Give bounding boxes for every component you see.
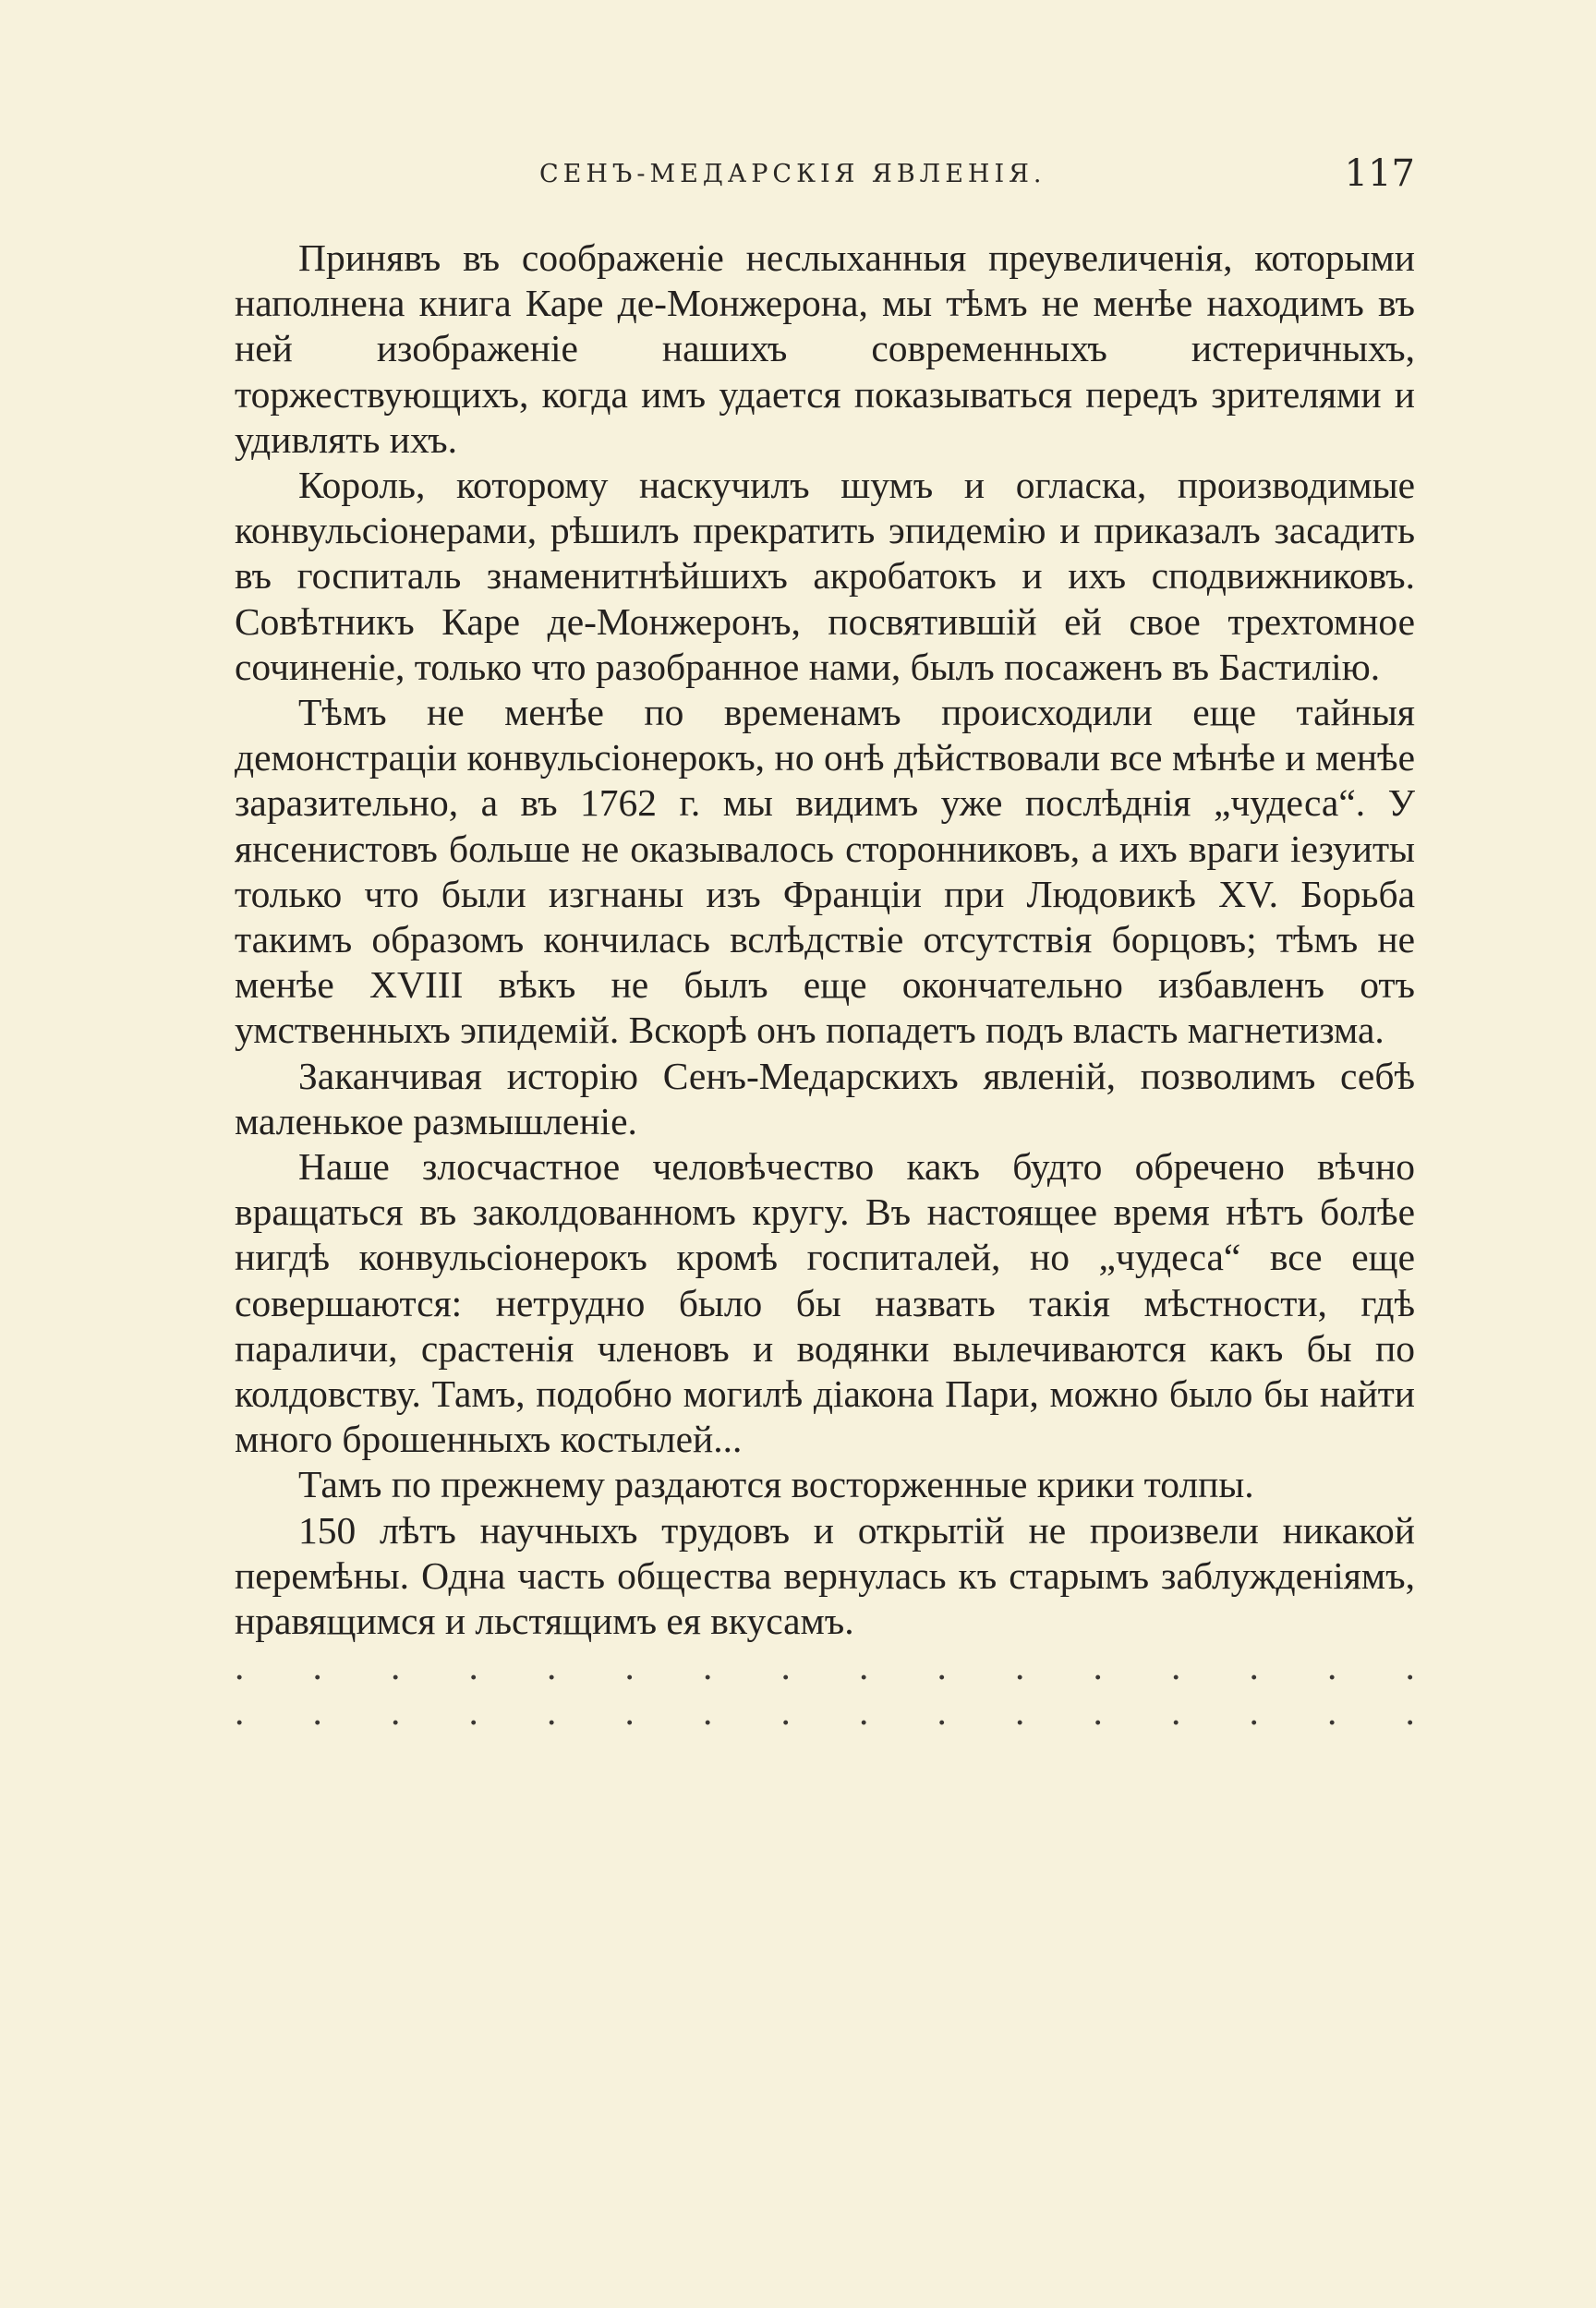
ellipsis-row-2	[235, 1689, 1415, 1734]
ellipsis-dot: .	[1405, 1690, 1415, 1734]
ellipsis-dot: .	[1405, 1645, 1415, 1688]
ellipsis-dot: .	[1093, 1690, 1103, 1734]
paragraph: Принявъ въ соображеніе неслыханныя преувеличенія, которыми наполнена книга Каре де-Монжерона, мы тѣмъ не менѣе находимъ въ ней изображеніе нашихъ современныхъ истеричныхъ, торжествующихъ, когда имъ удается показываться передъ зрителями и удивлять ихъ.	[235, 236, 1415, 461]
body-text	[235, 236, 1415, 1734]
ellipsis-dot: .	[1327, 1690, 1337, 1734]
ellipsis-dot: .	[1171, 1645, 1181, 1688]
ellipsis-dot: .	[937, 1645, 947, 1688]
ellipsis-dot: .	[780, 1645, 791, 1688]
ellipsis-dot: .	[780, 1690, 791, 1734]
paragraph: 150 лѣтъ научныхъ трудовъ и открытій не произвели никакой перемѣны. Одна часть общества вернулась къ старымъ заблужденіямъ, нравящимся и льстящимъ ея вкусамъ.	[235, 1508, 1415, 1643]
ellipsis-dot: .	[468, 1645, 478, 1688]
ellipsis-dot: .	[1249, 1645, 1259, 1688]
paragraph: Наше злосчастное человѣчество какъ будто обречено вѣчно вращаться въ заколдованномъ кругу. Въ настоящее время нѣтъ болѣе нигдѣ конвульсіонерокъ кромѣ госпиталей, но „чудеса“ все еще совершаются: нетрудно было бы назвать такія мѣстности, гдѣ параличи, срастенія членовъ и водянки вылечиваются какъ бы по колдовству. Тамъ, подобно могилѣ діакона Пари, можно было бы найти много брошенныхъ костылей...	[235, 1145, 1415, 1461]
ellipsis-dot: .	[859, 1690, 869, 1734]
ellipsis-dot: .	[703, 1645, 713, 1688]
page-header	[235, 152, 1415, 208]
ellipsis-dot: .	[547, 1645, 557, 1688]
running-title: СЕНЪ-МЕДАРСКІЯ ЯВЛЕНІЯ.	[539, 160, 1046, 188]
paragraph: Заканчивая исторію Сенъ-Медарскихъ явленій, позволимъ себѣ маленькое размышленіе.	[235, 1054, 1415, 1142]
ellipsis-dot: .	[235, 1690, 245, 1734]
ellipsis-dot: .	[703, 1690, 713, 1734]
ellipsis-dot: .	[391, 1690, 401, 1734]
ellipsis-dot: .	[235, 1645, 245, 1688]
ellipsis-dot: .	[1249, 1690, 1259, 1734]
ellipsis-dot: .	[937, 1690, 947, 1734]
ellipsis-dot: .	[624, 1690, 635, 1734]
ellipsis-dot: .	[1015, 1645, 1025, 1688]
ellipsis-dot: .	[624, 1645, 635, 1688]
ellipsis-dot: .	[468, 1690, 478, 1734]
ellipsis-dot: .	[312, 1690, 322, 1734]
ellipsis-dot: .	[1015, 1690, 1025, 1734]
ellipsis-dot: .	[859, 1645, 869, 1688]
ellipsis-row-1	[235, 1644, 1415, 1689]
ellipsis-dot: .	[391, 1645, 401, 1688]
ellipsis-dot: .	[547, 1690, 557, 1734]
ellipsis-dot: .	[1093, 1645, 1103, 1688]
ellipsis-dot: .	[312, 1645, 322, 1688]
page-number: 117	[1344, 152, 1415, 195]
paragraph: Тѣмъ не менѣе по временамъ происходили еще тайныя демонстраціи конвульсіонерокъ, но онѣ дѣйствовали все мѣнѣе и менѣе заразительно, а въ 1762 г. мы видимъ уже послѣднія „чудеса“. У янсенистовъ больше не оказывалось сторонниковъ, а ихъ враги іезуиты только что были изгнаны изъ Франціи при Людовикѣ XV. Борьба такимъ образомъ кончилась вслѣдствіе отсутствія борцовъ; тѣмъ не менѣе XVIII вѣкъ не былъ еще окончательно избавленъ отъ умственныхъ эпидемій. Вскорѣ онъ попадетъ подъ власть магнетизма.	[235, 691, 1415, 1052]
paragraph: Тамъ по прежнему раздаются восторженные крики толпы.	[298, 1463, 1254, 1506]
ellipsis-dot: .	[1327, 1645, 1337, 1688]
ellipsis-dot: .	[1171, 1690, 1181, 1734]
paragraph: Король, которому наскучилъ шумъ и огласка, производимые конвульсіонерами, рѣшилъ прекратить эпидемію и приказалъ засадить въ госпиталь знаменитнѣйшихъ акробатокъ и ихъ сподвижниковъ. Совѣтникъ Каре де-Монжеронъ, посвятившій ей свое трехтомное сочиненіе, только что разобранное нами, былъ посаженъ въ Бастилію.	[235, 464, 1415, 688]
